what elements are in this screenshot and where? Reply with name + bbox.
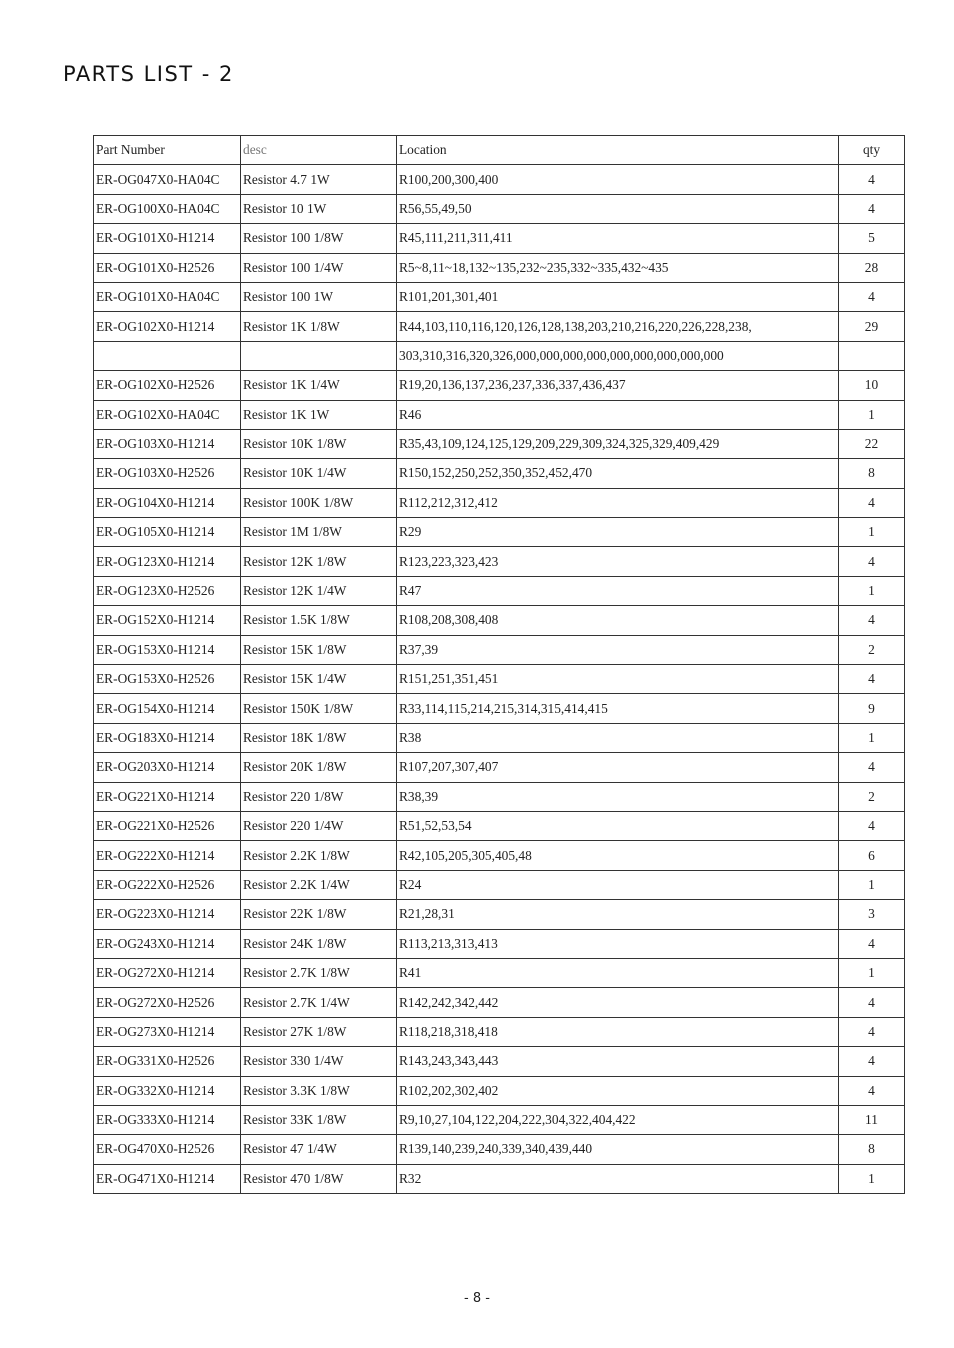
cell-desc: Resistor 2.2K 1/8W: [241, 841, 397, 870]
cell-location: R38,39: [397, 782, 839, 811]
cell-desc: Resistor 470 1/8W: [241, 1164, 397, 1193]
cell-part-number: ER-OG221X0-H2526: [94, 811, 241, 840]
table-row: [94, 929, 905, 958]
cell-desc: Resistor 150K 1/8W: [241, 694, 397, 723]
cell-qty: 4: [839, 988, 905, 1017]
cell-desc: Resistor 27K 1/8W: [241, 1017, 397, 1046]
cell-location: R151,251,351,451: [397, 665, 839, 694]
cell-desc: Resistor 10K 1/8W: [241, 429, 397, 458]
table-row: [94, 194, 905, 223]
header-location: Location: [397, 136, 839, 165]
cell-qty: 4: [839, 488, 905, 517]
cell-part-number: ER-OG272X0-H1214: [94, 958, 241, 987]
cell-part-number: ER-OG103X0-H2526: [94, 459, 241, 488]
table-row: [94, 723, 905, 752]
cell-location: R32: [397, 1164, 839, 1193]
cell-location: R47: [397, 576, 839, 605]
cell-qty: 4: [839, 547, 905, 576]
cell-desc: Resistor 33K 1/8W: [241, 1105, 397, 1134]
cell-location: R123,223,323,423: [397, 547, 839, 576]
cell-qty: 6: [839, 841, 905, 870]
parts-table: [93, 135, 905, 1194]
cell-part-number: ER-OG221X0-H1214: [94, 782, 241, 811]
table-row: [94, 518, 905, 547]
table-row: [94, 782, 905, 811]
cell-location: R108,208,308,408: [397, 606, 839, 635]
cell-qty: 4: [839, 606, 905, 635]
table-row: [94, 635, 905, 664]
cell-location: R35,43,109,124,125,129,209,229,309,324,325,329,409,429: [397, 429, 839, 458]
table-row: [94, 606, 905, 635]
table-row: [94, 224, 905, 253]
cell-part-number: ER-OG222X0-H2526: [94, 870, 241, 899]
cell-location: R9,10,27,104,122,204,222,304,322,404,422: [397, 1105, 839, 1134]
cell-qty: 1: [839, 576, 905, 605]
cell-qty: 11: [839, 1105, 905, 1134]
cell-qty: 4: [839, 282, 905, 311]
cell-desc: Resistor 20K 1/8W: [241, 753, 397, 782]
cell-qty: 4: [839, 665, 905, 694]
cell-qty: 1: [839, 958, 905, 987]
table-row: [94, 1105, 905, 1134]
cell-desc: Resistor 10K 1/4W: [241, 459, 397, 488]
cell-qty: 4: [839, 1017, 905, 1046]
cell-part-number: ER-OG153X0-H2526: [94, 665, 241, 694]
cell-qty: 4: [839, 1076, 905, 1105]
cell-qty: 1: [839, 400, 905, 429]
cell-qty: 4: [839, 194, 905, 223]
cell-location: R118,218,318,418: [397, 1017, 839, 1046]
cell-part-number: ER-OG243X0-H1214: [94, 929, 241, 958]
cell-part-number: ER-OG101X0-H1214: [94, 224, 241, 253]
table-row: [94, 753, 905, 782]
cell-desc: Resistor 100 1/4W: [241, 253, 397, 282]
cell-desc: Resistor 22K 1/8W: [241, 900, 397, 929]
table-row: [94, 253, 905, 282]
cell-desc: Resistor 18K 1/8W: [241, 723, 397, 752]
cell-location: R51,52,53,54: [397, 811, 839, 840]
cell-location: R46: [397, 400, 839, 429]
cell-location: R42,105,205,305,405,48: [397, 841, 839, 870]
cell-desc: Resistor 1K 1W: [241, 400, 397, 429]
cell-desc: Resistor 100 1W: [241, 282, 397, 311]
cell-part-number: ER-OG102X0-H2526: [94, 371, 241, 400]
cell-location: R37,39: [397, 635, 839, 664]
cell-part-number: ER-OG273X0-H1214: [94, 1017, 241, 1046]
cell-part-number: ER-OG272X0-H2526: [94, 988, 241, 1017]
cell-part-number: ER-OG203X0-H1214: [94, 753, 241, 782]
cell-desc: Resistor 1M 1/8W: [241, 518, 397, 547]
cell-desc: Resistor 100 1/8W: [241, 224, 397, 253]
cell-part-number: ER-OG331X0-H2526: [94, 1047, 241, 1076]
cell-location: R101,201,301,401: [397, 282, 839, 311]
cell-qty: 1: [839, 723, 905, 752]
cell-qty: 5: [839, 224, 905, 253]
table-row: [94, 371, 905, 400]
cell-desc: Resistor 2.7K 1/4W: [241, 988, 397, 1017]
table-row: [94, 400, 905, 429]
cell-qty: 4: [839, 811, 905, 840]
page-number: - 8 -: [464, 1291, 490, 1306]
cell-part-number: ER-OG123X0-H1214: [94, 547, 241, 576]
cell-desc: Resistor 12K 1/4W: [241, 576, 397, 605]
table-row: [94, 1135, 905, 1164]
header-qty: qty: [839, 136, 905, 165]
table-row: [94, 1017, 905, 1046]
header-desc: desc: [241, 136, 397, 165]
cell-desc: Resistor 1.5K 1/8W: [241, 606, 397, 635]
cell-location: R44,103,110,116,120,126,128,138,203,210,216,220,226,228,238,: [397, 312, 839, 341]
cell-qty: 22: [839, 429, 905, 458]
table-row: [94, 488, 905, 517]
cell-location: R107,207,307,407: [397, 753, 839, 782]
cell-location: R38: [397, 723, 839, 752]
table-row: [94, 665, 905, 694]
cell-part-number: ER-OG470X0-H2526: [94, 1135, 241, 1164]
table-header-row: [94, 136, 905, 165]
cell-location: R56,55,49,50: [397, 194, 839, 223]
cell-location: R143,243,343,443: [397, 1047, 839, 1076]
table-row: [94, 547, 905, 576]
cell-desc: Resistor 47 1/4W: [241, 1135, 397, 1164]
cell-qty: 1: [839, 518, 905, 547]
table-row: [94, 1164, 905, 1193]
cell-location: R113,213,313,413: [397, 929, 839, 958]
table-row: [94, 870, 905, 899]
cell-part-number: ER-OG152X0-H1214: [94, 606, 241, 635]
cell-desc: Resistor 330 1/4W: [241, 1047, 397, 1076]
table-body: [94, 165, 905, 1194]
cell-part-number: ER-OG333X0-H1214: [94, 1105, 241, 1134]
cell-location: R41: [397, 958, 839, 987]
cell-location: R24: [397, 870, 839, 899]
cell-qty: 1: [839, 1164, 905, 1193]
cell-part-number: ER-OG104X0-H1214: [94, 488, 241, 517]
cell-part-number: ER-OG101X0-H2526: [94, 253, 241, 282]
page-title: PARTS LIST - 2: [63, 62, 234, 86]
cell-desc: Resistor 1K 1/4W: [241, 371, 397, 400]
cell-desc: Resistor 100K 1/8W: [241, 488, 397, 517]
table-row: [94, 1047, 905, 1076]
cell-part-number: ER-OG123X0-H2526: [94, 576, 241, 605]
cell-location: R45,111,211,311,411: [397, 224, 839, 253]
cell-desc: Resistor 12K 1/8W: [241, 547, 397, 576]
cell-part-number: [94, 341, 241, 370]
cell-qty: 9: [839, 694, 905, 723]
cell-part-number: ER-OG222X0-H1214: [94, 841, 241, 870]
table-row: [94, 988, 905, 1017]
table-row: [94, 341, 905, 370]
cell-qty: 8: [839, 1135, 905, 1164]
cell-desc: Resistor 2.7K 1/8W: [241, 958, 397, 987]
cell-desc: Resistor 1K 1/8W: [241, 312, 397, 341]
table-row: [94, 694, 905, 723]
cell-qty: 2: [839, 782, 905, 811]
cell-qty: 4: [839, 929, 905, 958]
cell-part-number: ER-OG183X0-H1214: [94, 723, 241, 752]
cell-part-number: ER-OG103X0-H1214: [94, 429, 241, 458]
cell-desc: Resistor 3.3K 1/8W: [241, 1076, 397, 1105]
table-row: [94, 1076, 905, 1105]
cell-qty: 4: [839, 753, 905, 782]
cell-location: R139,140,239,240,339,340,439,440: [397, 1135, 839, 1164]
table-row: [94, 282, 905, 311]
cell-part-number: ER-OG102X0-H1214: [94, 312, 241, 341]
table-row: [94, 165, 905, 194]
cell-location: R102,202,302,402: [397, 1076, 839, 1105]
cell-qty: 1: [839, 870, 905, 899]
cell-part-number: ER-OG047X0-HA04C: [94, 165, 241, 194]
cell-part-number: ER-OG100X0-HA04C: [94, 194, 241, 223]
cell-location: R112,212,312,412: [397, 488, 839, 517]
cell-part-number: ER-OG101X0-HA04C: [94, 282, 241, 311]
cell-desc: Resistor 220 1/8W: [241, 782, 397, 811]
cell-part-number: ER-OG102X0-HA04C: [94, 400, 241, 429]
cell-location: R33,114,115,214,215,314,315,414,415: [397, 694, 839, 723]
table-row: [94, 841, 905, 870]
cell-location: R21,28,31: [397, 900, 839, 929]
cell-location: R150,152,250,252,350,352,452,470: [397, 459, 839, 488]
cell-part-number: ER-OG332X0-H1214: [94, 1076, 241, 1105]
cell-qty: [839, 341, 905, 370]
cell-qty: 28: [839, 253, 905, 282]
table-row: [94, 900, 905, 929]
cell-qty: 4: [839, 165, 905, 194]
cell-desc: Resistor 2.2K 1/4W: [241, 870, 397, 899]
cell-qty: 3: [839, 900, 905, 929]
cell-qty: 4: [839, 1047, 905, 1076]
table-row: [94, 312, 905, 341]
cell-location: R5~8,11~18,132~135,232~235,332~335,432~435: [397, 253, 839, 282]
cell-desc: [241, 341, 397, 370]
table-row: [94, 576, 905, 605]
cell-desc: Resistor 4.7 1W: [241, 165, 397, 194]
cell-desc: Resistor 220 1/4W: [241, 811, 397, 840]
cell-location: R29: [397, 518, 839, 547]
table-row: [94, 811, 905, 840]
cell-part-number: ER-OG223X0-H1214: [94, 900, 241, 929]
cell-location: 303,310,316,320,326,000,000,000,000,000,000,000,000,000: [397, 341, 839, 370]
cell-desc: Resistor 24K 1/8W: [241, 929, 397, 958]
cell-desc: Resistor 15K 1/8W: [241, 635, 397, 664]
cell-qty: 29: [839, 312, 905, 341]
cell-part-number: ER-OG154X0-H1214: [94, 694, 241, 723]
cell-part-number: ER-OG471X0-H1214: [94, 1164, 241, 1193]
table-row: [94, 429, 905, 458]
cell-part-number: ER-OG105X0-H1214: [94, 518, 241, 547]
table-row: [94, 459, 905, 488]
table-row: [94, 958, 905, 987]
cell-qty: 10: [839, 371, 905, 400]
cell-part-number: ER-OG153X0-H1214: [94, 635, 241, 664]
cell-location: R142,242,342,442: [397, 988, 839, 1017]
cell-desc: Resistor 15K 1/4W: [241, 665, 397, 694]
cell-location: R19,20,136,137,236,237,336,337,436,437: [397, 371, 839, 400]
cell-qty: 2: [839, 635, 905, 664]
cell-desc: Resistor 10 1W: [241, 194, 397, 223]
cell-qty: 8: [839, 459, 905, 488]
cell-location: R100,200,300,400: [397, 165, 839, 194]
header-part-number: Part Number: [94, 136, 241, 165]
